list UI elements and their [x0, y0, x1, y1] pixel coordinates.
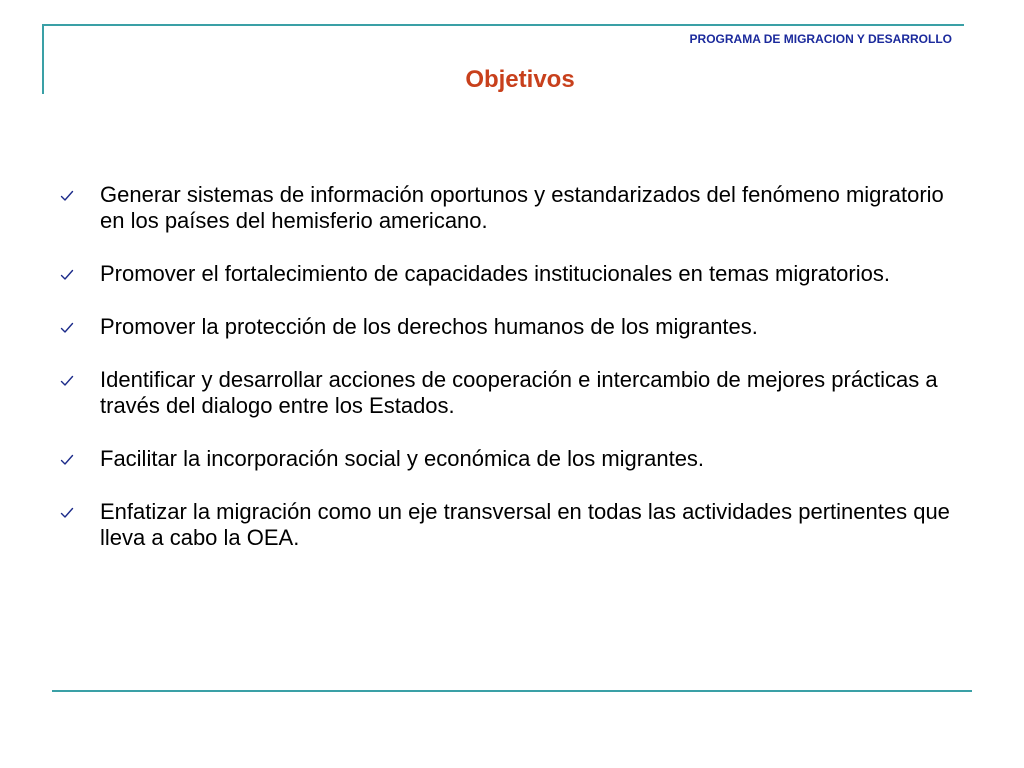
- objective-text: Identificar y desarrollar acciones de cooperación e intercambio de mejores prácticas a través del dialogo entre los Estados.: [100, 367, 938, 418]
- slide-title: Objetivos: [465, 66, 575, 93]
- objective-item: [58, 499, 968, 551]
- objective-text: Promover la protección de los derechos humanos de los migrantes.: [100, 314, 758, 339]
- check-icon: [60, 374, 74, 388]
- objective-text: Generar sistemas de información oportunos y estandarizados del fenómeno migratorio en los países del hemisferio americano.: [100, 182, 944, 233]
- objectives-list: [58, 182, 968, 578]
- check-icon: [60, 506, 74, 520]
- objective-item: [58, 261, 968, 287]
- frame-top-line: [42, 24, 964, 26]
- objective-text: Enfatizar la migración como un eje transversal en todas las actividades pertinentes que lleva a cabo la OEA.: [100, 499, 950, 550]
- objective-item: [58, 314, 968, 340]
- objective-text: Facilitar la incorporación social y económica de los migrantes.: [100, 446, 705, 471]
- check-icon: [60, 321, 74, 335]
- frame-bottom-line: [52, 690, 972, 692]
- check-icon: [60, 268, 74, 282]
- check-icon: [60, 189, 74, 203]
- program-label: PROGRAMA DE MIGRACION Y DESARROLLO: [689, 32, 952, 46]
- check-icon: [60, 453, 74, 467]
- objective-item: [58, 367, 968, 419]
- objective-item: [58, 446, 968, 472]
- objective-item: [58, 182, 968, 234]
- objective-text: Promover el fortalecimiento de capacidades institucionales en temas migratorios.: [100, 261, 890, 286]
